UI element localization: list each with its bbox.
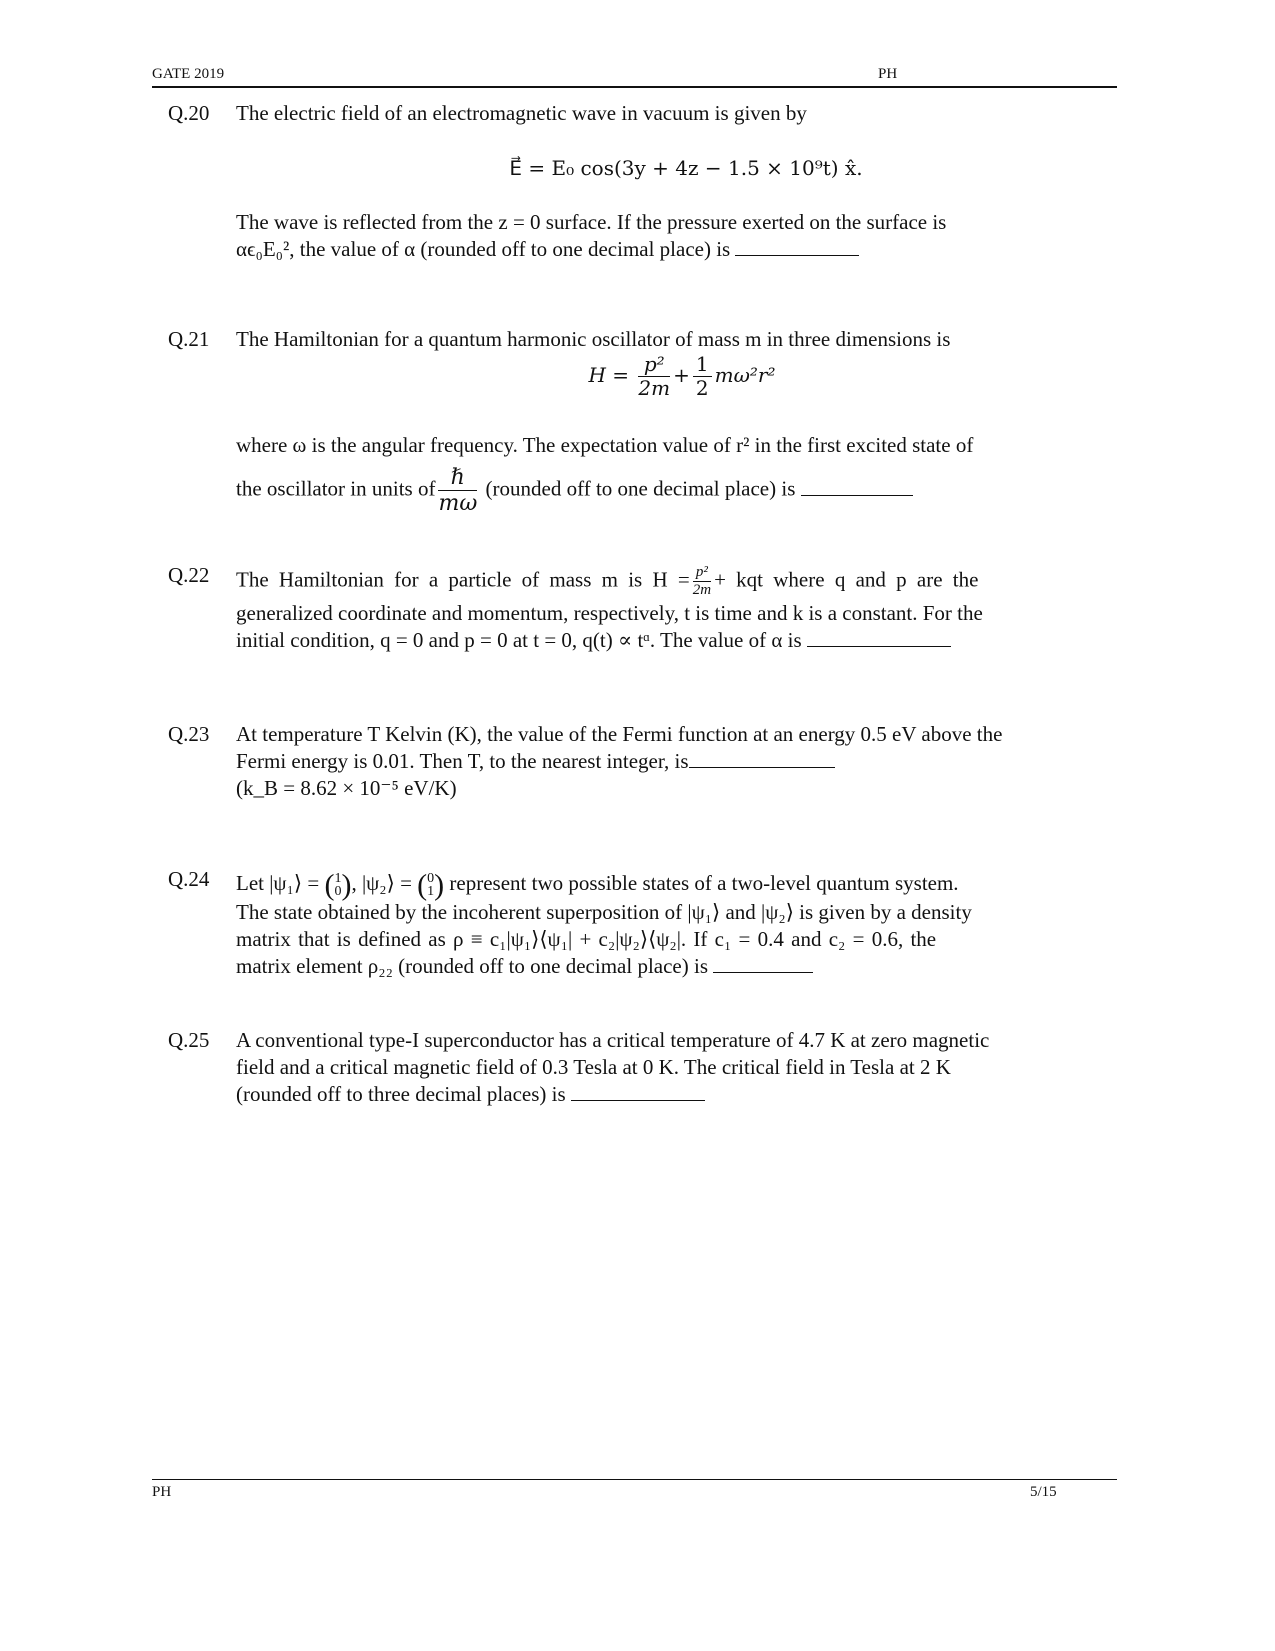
plus-sign: + <box>673 363 690 387</box>
question-text: Fermi energy is 0.01. Then T, to the nearest integer, is <box>236 749 689 773</box>
vector-entry: 0 <box>427 871 435 887</box>
header-rule <box>152 86 1117 88</box>
footer-rule <box>152 1479 1117 1480</box>
equation-term: mω²r² <box>714 363 776 387</box>
electric-field-equation: E⃗ = E₀ cos(3y + 4z − 1.5 × 10⁹t) x̂. <box>509 156 863 180</box>
fraction-denominator: 2 <box>695 376 709 400</box>
hamiltonian-equation <box>236 353 1108 407</box>
boltzmann-constant: (k_B = 8.62 × 10⁻⁵ eV/K) <box>236 776 457 800</box>
fraction-numerator: p² <box>693 564 711 582</box>
answer-blank <box>571 1082 705 1101</box>
question-text: At temperature T Kelvin (K), the value of the Fermi function at an energy 0.5 eV above the <box>236 722 1003 746</box>
unit-denominator: mω <box>438 491 478 517</box>
exam-title: GATE 2019 <box>152 66 225 82</box>
question-text: The state obtained by the incoherent superposition of |ψ₁⟩ and |ψ₂⟩ is given by a density <box>236 899 972 924</box>
question-number: Q.20 <box>168 101 210 125</box>
answer-blank <box>801 477 913 496</box>
question-text: generalized coordinate and momentum, respectively, t is time and k is a constant. For the <box>236 600 983 625</box>
question-text: matrix element ρ₂₂ (rounded off to one decimal place) is <box>236 953 708 978</box>
vector-entry: 1 <box>427 884 435 900</box>
answer-blank <box>735 237 859 256</box>
question-text: matrix that is defined as ρ ≡ c₁|ψ₁⟩⟨ψ₁| + c₂|ψ₂⟩⟨ψ₂|. If c₁ = 0.4 and c₂ = 0.6, the <box>236 926 937 951</box>
question-text: field and a critical magnetic field of 0.3 Tesla at 0 K. The critical field in Tesla at 2 K <box>236 1055 951 1079</box>
question-number: Q.25 <box>168 1028 210 1052</box>
fraction-numerator: 1 <box>693 353 712 377</box>
footer-subject: PH <box>152 1484 172 1500</box>
question-text: The Hamiltonian for a quantum harmonic oscillator of mass m in three dimensions is <box>236 327 951 351</box>
answer-blank <box>807 628 951 647</box>
question-text: the oscillator in units of <box>236 476 436 501</box>
question-text: (rounded off to one decimal place) is <box>485 476 796 501</box>
question-text: (rounded off to three decimal places) is <box>236 1082 566 1106</box>
question-text: + kqt where q and p are the <box>714 567 979 592</box>
question-number: Q.22 <box>168 563 210 587</box>
question-text: The electric field of an electromagnetic wave in vacuum is given by <box>236 101 807 125</box>
subject-code: PH <box>878 66 898 82</box>
page-number: 5/15 <box>1030 1484 1057 1500</box>
question-text: , |ψ₂⟩ = <box>351 871 412 895</box>
left-paren: ( <box>324 868 335 902</box>
vector-entry: 0 <box>334 884 342 900</box>
question-text: Let |ψ₁⟩ = <box>236 871 320 895</box>
question-text: αϵ₀E₀², the value of α (rounded off to one decimal place) is <box>236 237 731 261</box>
answer-blank <box>689 749 835 768</box>
fraction-numerator: p² <box>638 353 670 377</box>
question-text: The wave is reflected from the z = 0 surface. If the pressure exerted on the surface is <box>236 210 947 234</box>
question-number: Q.21 <box>168 327 210 351</box>
question-text: represent two possible states of a two-level quantum system. <box>449 871 959 895</box>
fraction-denominator: 2m <box>638 376 671 400</box>
right-paren: ) <box>434 868 445 902</box>
question-text: where ω is the angular frequency. The expectation value of r² in the first excited state of <box>236 433 974 457</box>
question-number: Q.23 <box>168 722 210 746</box>
equation-lhs: H = <box>588 363 630 387</box>
fraction-denominator: 2m <box>692 582 712 599</box>
question-text: The Hamiltonian for a particle of mass m is H = <box>236 567 690 592</box>
vector-entry: 1 <box>334 871 342 887</box>
answer-blank <box>713 954 813 973</box>
question-number: Q.24 <box>168 867 210 891</box>
left-paren: ( <box>417 868 428 902</box>
question-text: A conventional type-I superconductor has a critical temperature of 4.7 K at zero magnetic <box>236 1028 990 1052</box>
question-text: initial condition, q = 0 and p = 0 at t = 0, q(t) ∝ tᵅ. The value of α is <box>236 627 802 652</box>
unit-numerator: ℏ <box>438 465 477 491</box>
right-paren: ) <box>341 868 352 902</box>
